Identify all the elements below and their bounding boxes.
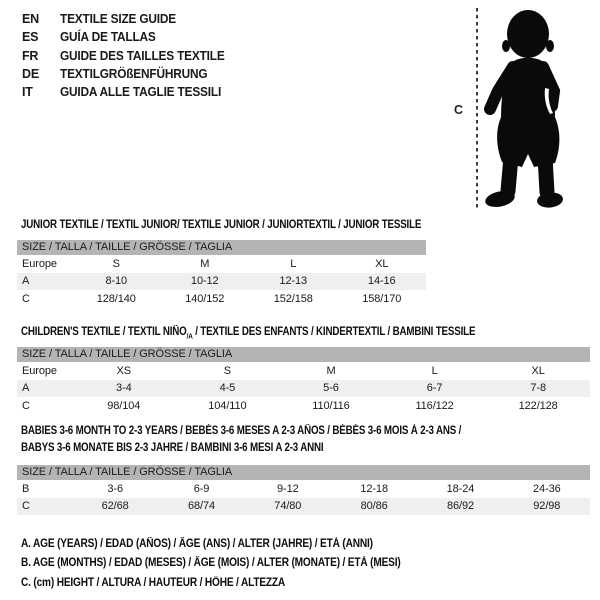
language-row [22, 47, 233, 65]
table-cell: S [112, 257, 120, 270]
table-cell: L [431, 364, 438, 377]
legend [21, 535, 452, 593]
row-label: A [22, 275, 30, 288]
table-cell: 24-36 [532, 482, 561, 495]
table-cell: 9-12 [277, 482, 299, 495]
table-cell: 10-12 [190, 275, 219, 288]
table-header-row: SIZE / TALLA / TAILLE / GRÖSSE / TAGLIA [17, 347, 590, 362]
table-cell: 74/80 [274, 500, 302, 513]
table-cell: 68/74 [187, 500, 215, 513]
table-cell: 5-6 [323, 382, 339, 395]
language-label: TEXTILE SIZE GUIDE [60, 12, 177, 27]
legend-line-c: C. (cm) HEIGHT / ALTURA / HAUTEUR / HÖHE / ALTEZZA [21, 576, 286, 589]
language-code: ES [22, 30, 39, 45]
table-row [17, 290, 426, 308]
table-header-row: SIZE / TALLA / TAILLE / GRÖSSE / TAGLIA [17, 240, 426, 255]
row-label: C [22, 292, 30, 305]
row-label: C [22, 500, 30, 513]
table-cell: 8-10 [105, 275, 128, 288]
table-cell: L [290, 257, 297, 270]
row-label: C [22, 399, 30, 412]
table-cell: 18-24 [446, 482, 475, 495]
table-cell: 12-18 [360, 482, 388, 495]
table-row [17, 498, 590, 516]
children-table-title [21, 324, 475, 344]
table-cell: 158/170 [362, 292, 402, 305]
children-title-post: / TEXTILE DES ENFANTS / KINDERTEXTIL / BAMBINI TESSILE [192, 326, 476, 338]
table-cell: 152/158 [273, 292, 313, 305]
baby-figure [450, 5, 598, 210]
table-cell: 104/110 [208, 399, 247, 412]
language-code: IT [22, 85, 33, 100]
row-label: Europe [22, 257, 57, 270]
table-row [17, 480, 590, 498]
children-size-table [17, 347, 590, 415]
table-cell: 12-13 [279, 275, 308, 288]
legend-line-a: A. AGE (YEARS) / EDAD (AÑOS) / ÂGE (ANS) / ALTER (JAHRE) / ETÀ (ANNI) [21, 538, 373, 550]
table-cell: 110/116 [312, 399, 350, 412]
babies-title-line2: BABYS 3-6 MONATE BIS 2-3 JAHRE / BAMBINI 3-6 MESI A 2-3 ANNI [21, 442, 324, 454]
language-code: EN [22, 12, 39, 27]
table-cell: 6-9 [193, 482, 210, 495]
language-code: DE [22, 67, 39, 82]
row-label: Europe [22, 364, 57, 377]
table-cell: XS [116, 364, 132, 377]
table-cell: 140/152 [185, 292, 225, 305]
language-title-list [22, 10, 233, 101]
baby-silhouette-icon [475, 5, 595, 210]
table-cell: 4-5 [219, 382, 236, 395]
table-cell: 7-8 [530, 382, 546, 395]
language-label: GUIDA ALLE TAGLIE TESSILI [60, 85, 222, 100]
table-cell: 6-7 [426, 382, 443, 395]
row-label: B [22, 482, 30, 495]
table-cell: M [200, 257, 210, 270]
language-label: TEXTILGRÖßENFÜHRUNG [60, 67, 208, 82]
row-label: A [22, 382, 30, 395]
table-row [17, 380, 590, 398]
table-cell: 98/104 [107, 399, 141, 412]
table-cell: S [223, 364, 232, 377]
table-row [17, 255, 426, 273]
babies-table-title [21, 423, 461, 457]
table-row [17, 362, 590, 380]
language-row [22, 10, 233, 28]
table-cell: 92/98 [533, 500, 561, 513]
language-code: FR [22, 48, 39, 63]
legend-line-b: B. AGE (MONTHS) / EDAD (MESES) / ÂGE (MOIS) / ALTER (MONATE) / ETÀ (MESI) [21, 557, 401, 570]
table-cell: 3-4 [115, 382, 132, 395]
table-header-row: SIZE / TALLA / TAILLE / GRÖSSE / TAGLIA [17, 465, 590, 480]
table-cell: 62/68 [101, 500, 129, 513]
table-cell: 80/86 [360, 500, 388, 513]
table-cell: 116/122 [415, 399, 454, 412]
table-cell: XL [375, 257, 389, 270]
language-label: GUIDE DES TAILLES TEXTILE [60, 48, 225, 63]
table-cell: 128/140 [96, 292, 136, 305]
table-row [17, 273, 426, 291]
babies-size-table [17, 465, 590, 515]
table-row [17, 397, 590, 415]
junior-table-title: JUNIOR TEXTILE / TEXTIL JUNIOR/ TEXTILE JUNIOR / JUNIORTEXTIL / JUNIOR TESSILE [21, 219, 422, 231]
children-title-pre: CHILDREN'S TEXTILE / TEXTIL NIÑO [21, 326, 187, 338]
table-cell: 122/128 [518, 399, 558, 412]
table-cell: XL [531, 364, 545, 377]
language-row [22, 65, 233, 83]
height-label-c: C [454, 103, 464, 117]
language-label: GUÍA DE TALLAS [60, 30, 156, 45]
babies-title-line1: BABIES 3-6 MONTH TO 2-3 YEARS / BEBÉS 3-6 MESES A 2-3 AÑOS / BÉBÉS 3-6 MOIS À 2-3 ANS / [21, 425, 462, 437]
junior-size-table [17, 240, 426, 308]
language-row [22, 28, 233, 46]
children-title-subscript: /A [186, 331, 193, 341]
table-cell: 3-6 [107, 482, 123, 495]
table-cell: M [326, 364, 336, 377]
language-row [22, 83, 233, 101]
table-cell: 14-16 [367, 275, 396, 288]
table-cell: 86/92 [446, 500, 474, 513]
